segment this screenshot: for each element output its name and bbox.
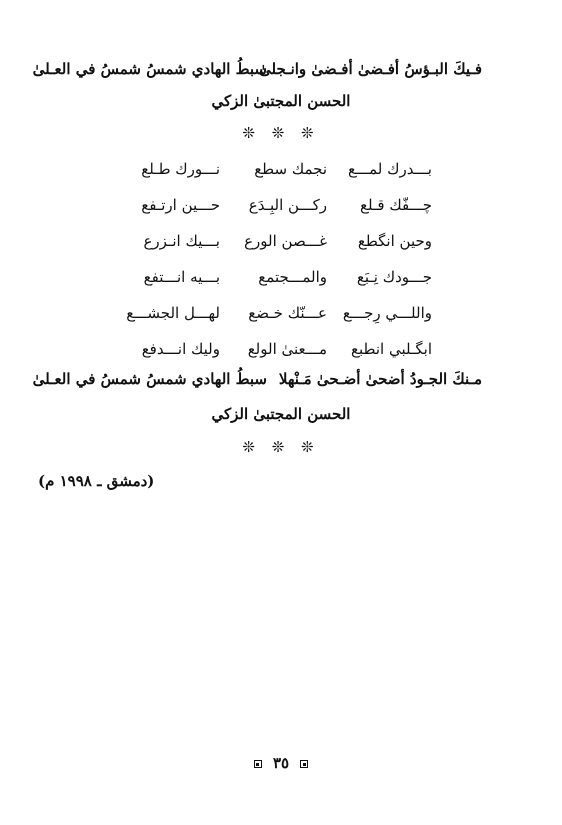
verse-row-6-col-2: مـــعنىٰ الولع xyxy=(247,340,327,358)
verse-row-3-col-2: غـــصن الورع xyxy=(244,232,327,250)
bottom-name-line: الحسن المجتبىٰ الزكي xyxy=(211,405,351,423)
verse-row-2-col-3: حـــين ارتـفع xyxy=(141,196,220,214)
verse-row-2-col-2: ركـــن البِـدَع xyxy=(248,196,327,214)
verse-row-4-col-3: بـــيه انـــتفع xyxy=(143,268,220,286)
verse-row-6-col-3: وليك انـــدفع xyxy=(141,340,220,358)
verse-row-1-col-3: نـــورك طـلع xyxy=(141,160,220,178)
verse-row-1 xyxy=(132,160,432,182)
verse-row-1-col-1: بـــدرك لمـــع xyxy=(347,160,432,178)
verse-row-5-col-2: عـــنّك خـضع xyxy=(248,304,327,322)
verse-row-5 xyxy=(126,304,432,326)
verse-row-5-col-3: لهـــل الجشـــع xyxy=(126,304,220,322)
page-number: ٣٥ xyxy=(272,754,290,772)
verse-row-3 xyxy=(132,232,432,254)
star-divider-2: ❊ ❊ ❊ xyxy=(242,438,320,456)
place-date-signature: (دمشق ـ ١٩٩٨ م) xyxy=(38,472,155,490)
top-name-line: الحسن المجتبىٰ الزكي xyxy=(211,92,351,110)
star-divider-1: ❊ ❊ ❊ xyxy=(242,124,320,142)
top-verse-right-hemistich: فـيكَ البـؤسُ أفـضىٰ أفـضىٰ وانـجلىٰ xyxy=(259,60,482,78)
verse-row-3-col-3: بـــيك انـزرع xyxy=(143,232,220,250)
verse-row-2-col-1: چـــفّك قـلع xyxy=(360,196,432,214)
verse-row-4-col-2: والمـــجتمع xyxy=(258,268,327,286)
bottom-verse-right-hemistich: مـنكَ الجـودُ أضحىٰ أضـحىٰ مَـنْهلا xyxy=(278,370,482,388)
page-number-footer xyxy=(0,754,562,772)
bottom-verse-left-hemistich: سبطُ الهادي شمسُ شمسُ في العـلىٰ xyxy=(32,370,267,388)
verse-row-3-col-1: وحين انگطع xyxy=(357,232,432,250)
verse-row-6-col-1: ابگـلبي انطبع xyxy=(351,340,432,358)
verse-row-1-col-2: نجمك سطع xyxy=(254,160,327,178)
top-verse-left-hemistich: سبطُ الهادي شمسُ شمسُ في العـلىٰ xyxy=(32,60,267,78)
verse-row-6 xyxy=(132,340,432,362)
verse-row-2 xyxy=(132,196,432,218)
verse-row-4 xyxy=(132,268,432,290)
verse-row-5-col-1: واللـــي رِجـــع xyxy=(342,304,432,322)
square-ornament-icon xyxy=(300,760,308,768)
verse-row-4-col-1: جـــودك نِـبَع xyxy=(356,268,432,286)
square-ornament-icon xyxy=(254,760,262,768)
